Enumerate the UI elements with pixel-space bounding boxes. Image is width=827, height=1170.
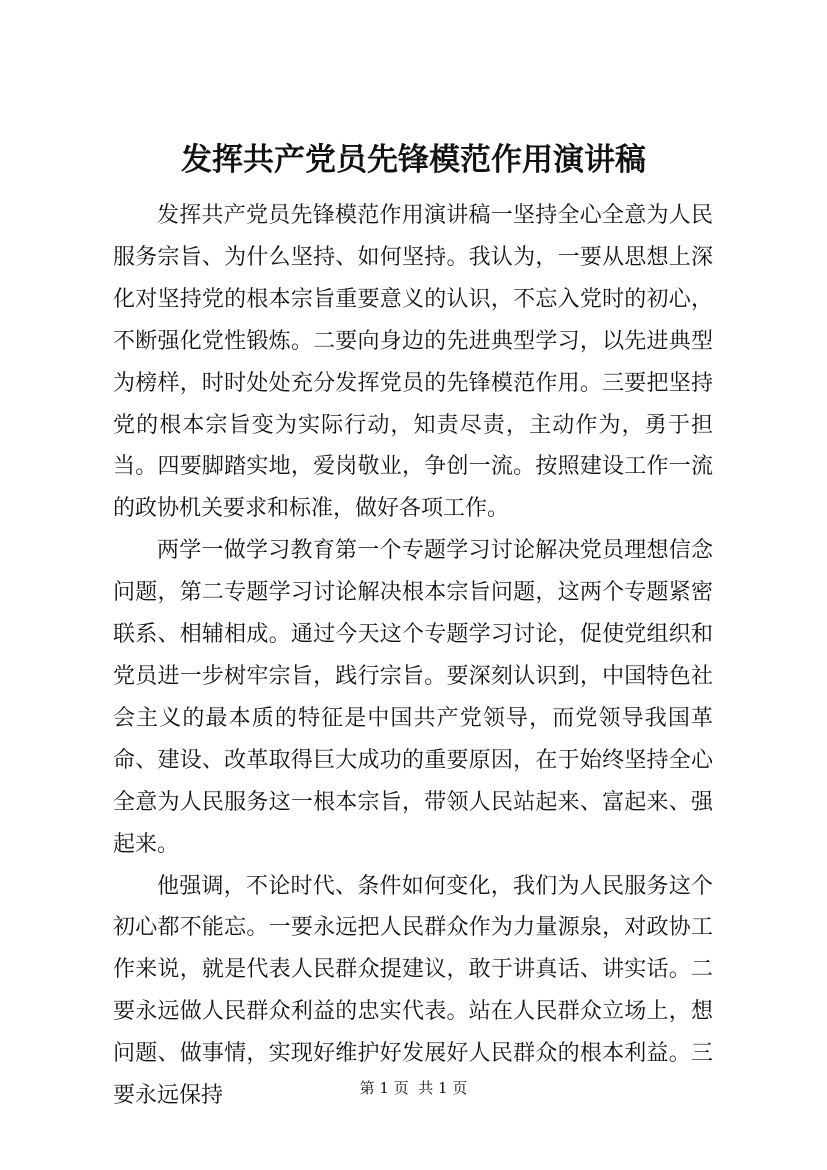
document-title: 发挥共产党员先锋模范作用演讲稿 <box>181 142 646 178</box>
page-footer <box>0 1078 827 1098</box>
paragraph-1: 发挥共产党员先锋模范作用演讲稿一坚持全心全意为人民服务宗旨、为什么坚持、如何坚持。我认为，一要从思想上深化对坚持党的根本宗旨重要意义的认识，不忘入党时的初心，不断强化党性锻炼。二要向身边的先进典型学习，以先进典型为榜样，时时处处充分发挥党员的先锋模范作用。三要把坚持党的根本宗旨变为实际行动，知责尽责，主动作为，勇于担当。四要脚踏实地，爱岗敬业，争创一流。按照建设工作一流的政协机关要求和标准，做好各项工作。 <box>113 203 713 522</box>
paragraph-2: 两学一做学习教育第一个专题学习讨论解决党员理想信念问题，第二专题学习讨论解决根本宗旨问题，这两个专题紧密联系、相辅相成。通过今天这个专题学习讨论，促使党组织和党员进一步树牢宗旨，践行宗旨。要深刻认识到，中国特色社会主义的最本质的特征是中国共产党领导，而党领导我国革命、建设、改革取得巨大成功的重要原因，在于始终坚持全心全意为人民服务这一根本宗旨，带领人民站起来、富起来、强起来。 <box>113 538 713 857</box>
page-number-label: 第 1 页 共 1 页 <box>359 1079 468 1097</box>
paragraph-3: 他强调，不论时代、条件如何变化，我们为人民服务这个初心都不能忘。一要永远把人民群众作为力量源泉，对政协工作来说，就是代表人民群众提建议，敢于讲真话、讲实话。二要永远做人民群众利益的忠实代表。站在人民群众立场上，想问题、做事情，实现好维护好发展好人民群众的根本利益。三要永远保持 <box>113 873 713 1109</box>
document-body <box>113 195 713 1117</box>
